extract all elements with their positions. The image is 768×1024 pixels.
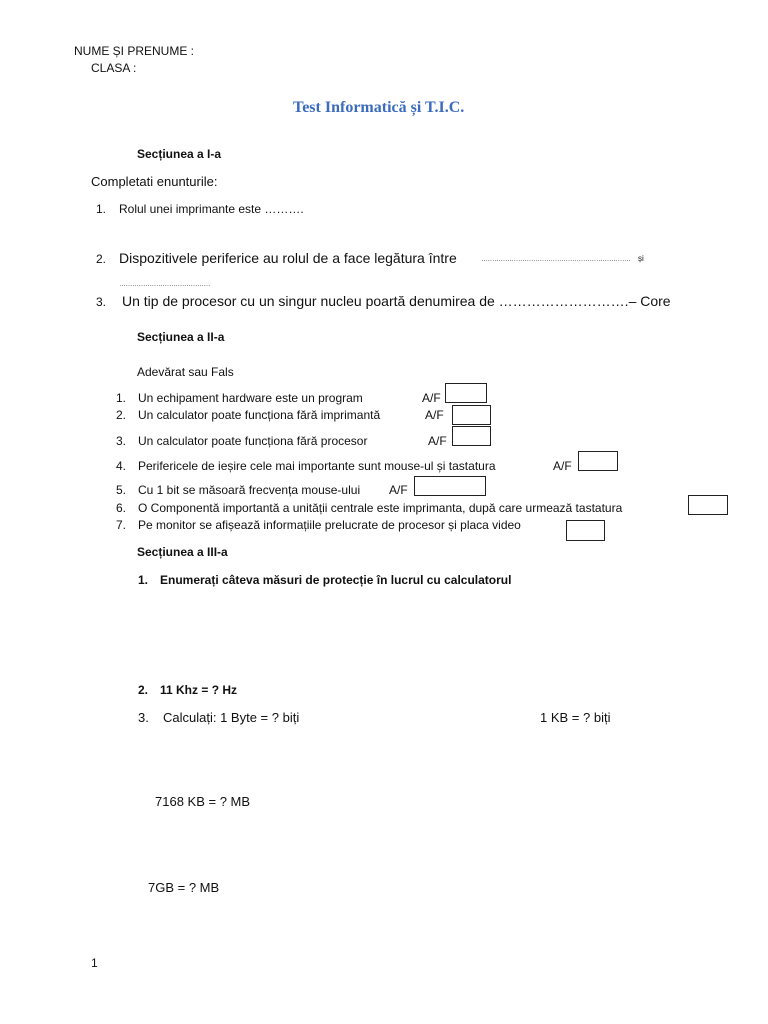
page-title: Test Informatică și T.I.C. bbox=[293, 99, 465, 116]
s3-calc-b: 7GB = ? MB bbox=[148, 880, 220, 895]
s1-item2-blank-b: …………………………………… bbox=[119, 281, 210, 288]
s2-item3-answer-box[interactable] bbox=[452, 426, 491, 446]
s2-item5-answer-box[interactable] bbox=[414, 476, 486, 496]
s2-item6-answer-box[interactable] bbox=[688, 495, 728, 515]
s2-item7-number: 7. bbox=[116, 518, 127, 532]
s2-item4-af-label: A/F bbox=[553, 459, 572, 473]
s3-item2-text: 11 Khz = ? Hz bbox=[160, 683, 238, 697]
s2-item1-text: Un echipament hardware este un program bbox=[138, 391, 363, 405]
s2-item1-number: 1. bbox=[116, 391, 127, 405]
s2-item3-text: Un calculator poate funcționa fără procesor bbox=[138, 434, 368, 448]
s2-item2-text: Un calculator poate funcționa fără imprimantă bbox=[138, 408, 381, 422]
s2-item2-af-label: A/F bbox=[425, 408, 444, 422]
s1-item3-number: 3. bbox=[96, 295, 107, 309]
s2-item1-answer-box[interactable] bbox=[445, 383, 487, 403]
section3-heading: Secțiunea a III-a bbox=[137, 545, 228, 559]
s2-item6-text: O Componentă importantă a unității centrale este imprimanta, după care urmează tastatura bbox=[138, 501, 623, 515]
s3-item1-number: 1. bbox=[138, 573, 149, 587]
s1-item2-blank-a: …………………………………………………………… bbox=[481, 256, 631, 263]
s2-item3-af-label: A/F bbox=[428, 434, 447, 448]
s1-item2-connector: și bbox=[638, 254, 644, 263]
s3-item2-number: 2. bbox=[138, 683, 149, 697]
s2-item4-text: Perifericele de ieșire cele mai importante sunt mouse-ul și tastatura bbox=[138, 459, 496, 473]
s2-item5-af-label: A/F bbox=[389, 483, 408, 497]
s1-item1-number: 1. bbox=[96, 202, 107, 216]
section2-heading: Secțiunea a II-a bbox=[137, 330, 225, 344]
s3-calc-a: 7168 KB = ? MB bbox=[155, 794, 251, 809]
name-label: NUME ȘI PRENUME : bbox=[74, 44, 195, 58]
s1-item3-text: Un tip de procesor cu un singur nucleu poartă denumirea de ……………………….– Core bbox=[122, 293, 671, 309]
s2-item1-af-label: A/F bbox=[422, 391, 441, 405]
s2-item2-number: 2. bbox=[116, 408, 127, 422]
section2-instruction: Adevărat sau Fals bbox=[137, 365, 234, 379]
s2-item7-answer-box[interactable] bbox=[566, 520, 605, 541]
s2-item6-number: 6. bbox=[116, 501, 127, 515]
s2-item7-text: Pe monitor se afișează informațiile prelucrate de procesor și placa video bbox=[138, 518, 521, 532]
class-label: CLASA : bbox=[91, 61, 137, 75]
s1-item1-text: Rolul unei imprimante este ………. bbox=[119, 202, 304, 216]
s3-item1-text: Enumerați câteva măsuri de protecție în lucrul cu calculatorul bbox=[160, 573, 512, 587]
s2-item5-text: Cu 1 bit se măsoară frecvența mouse-ului bbox=[138, 483, 361, 497]
s3-item3-number: 3. bbox=[138, 710, 149, 725]
s3-item3-text: Calculați: 1 Byte = ? biți bbox=[163, 710, 300, 725]
s1-item2-number: 2. bbox=[96, 252, 107, 266]
s3-item3-extra: 1 KB = ? biți bbox=[540, 710, 611, 725]
s2-item3-number: 3. bbox=[116, 434, 127, 448]
s2-item2-answer-box[interactable] bbox=[452, 405, 491, 425]
s2-item5-number: 5. bbox=[116, 483, 127, 497]
s1-item2-text: Dispozitivele periferice au rolul de a face legătura între bbox=[119, 250, 457, 266]
section1-instruction: Completati enunturile: bbox=[91, 174, 218, 189]
section1-heading: Secțiunea a I-a bbox=[137, 147, 222, 161]
s2-item4-answer-box[interactable] bbox=[578, 451, 618, 471]
page-number: 1 bbox=[91, 956, 98, 970]
s2-item4-number: 4. bbox=[116, 459, 127, 473]
